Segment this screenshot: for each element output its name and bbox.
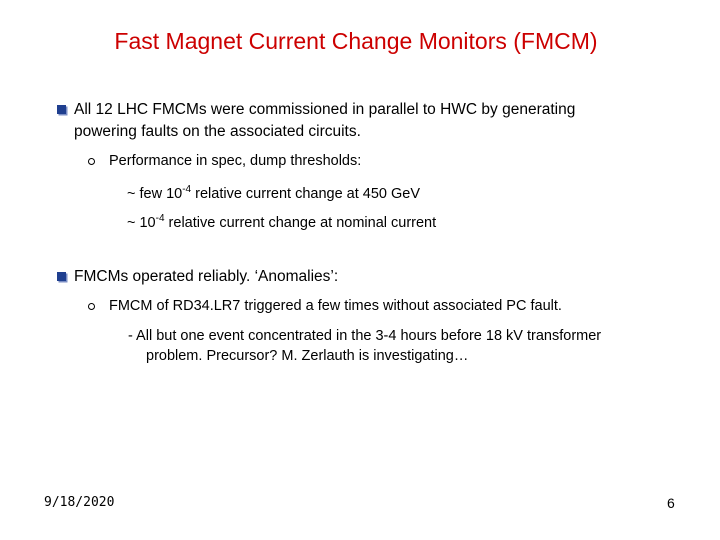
- page-number: 6: [667, 495, 675, 511]
- square-bullet-icon: [57, 105, 66, 114]
- sub-bullet-1-text: Performance in spec, dump thresholds:: [109, 153, 362, 169]
- threshold-1-prefix: ~ few 10: [127, 185, 183, 202]
- slide-title: Fast Magnet Current Change Monitors (FMCM): [114, 28, 598, 54]
- detail-line-2: problem. Precursor? M. Zerlauth is investigating…: [146, 348, 469, 364]
- threshold-line-1: [127, 180, 420, 204]
- square-bullet-icon: [57, 272, 66, 281]
- sub-bullet-2-text: FMCM of RD34.LR7 triggered a few times without associated PC fault.: [109, 298, 562, 314]
- bullet-1-line-2: powering faults on the associated circuits.: [74, 123, 361, 140]
- bullet-2-line-1: FMCMs operated reliably. ‘Anomalies’:: [74, 268, 339, 285]
- bullet-1-line-1: All 12 LHC FMCMs were commissioned in parallel to HWC by generating: [74, 101, 576, 118]
- threshold-1-suffix: relative current change at 450 GeV: [191, 185, 421, 202]
- threshold-line-2: [127, 209, 436, 233]
- bullet-1-continuation: [74, 121, 361, 143]
- threshold-1-exponent: -4: [182, 184, 192, 195]
- threshold-2-exponent: -4: [155, 213, 165, 224]
- circle-bullet-icon: [88, 158, 95, 165]
- circle-bullet-icon: [88, 303, 95, 310]
- footer-date: 9/18/2020: [44, 495, 115, 510]
- detail-line-1: - All but one event concentrated in the 3-4 hours before 18 kV transformer: [128, 328, 602, 344]
- threshold-2-suffix: relative current change at nominal current: [164, 214, 437, 231]
- threshold-2-prefix: ~ 10: [127, 214, 156, 231]
